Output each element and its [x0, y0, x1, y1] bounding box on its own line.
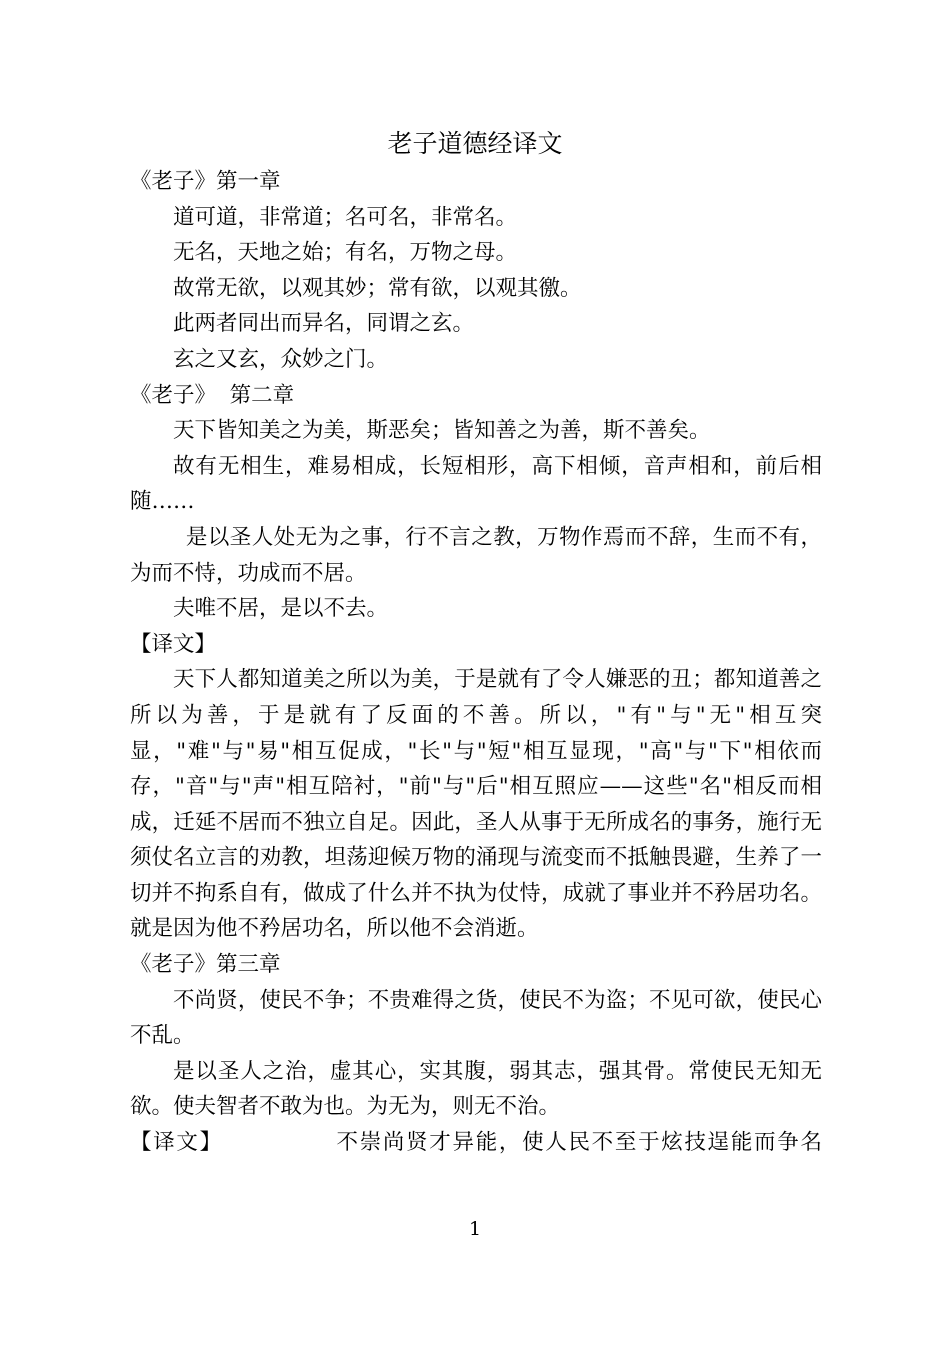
chapter-1-line: 道可道，非常道；名可名，非常名。	[173, 204, 518, 230]
chapter-3-line: 是以圣人之治，虚其心，实其腹，弱其志，强其骨。常使民无知无欲。使夫智者不敢为也。为无为，则无不治。	[130, 1058, 822, 1120]
chapter-1-line: 无名，天地之始；有名，万物之母。	[173, 240, 518, 266]
chapter-1-line: 此两者同出而异名，同谓之玄。	[173, 311, 475, 337]
chapter-3-translation-start: 不崇尚贤才异能，使人民不至于炫技逞能而争名	[334, 1130, 822, 1156]
chapter-3-heading: 《老子》第三章	[130, 952, 281, 978]
chapter-1-line: 故常无欲，以观其妙；常有欲，以观其徼。	[173, 275, 582, 301]
chapter-3-line: 不尚贤，使民不争；不贵难得之货，使民不为盗；不见可欲，使民心不乱。	[130, 987, 822, 1049]
chapter-2-line: 故有无相生，难易相成，长短相形，高下相倾，音声相和，前后相随……	[130, 453, 822, 515]
chapter-2-line: 天下皆知美之为美，斯恶矣；皆知善之为善，斯不善矣。	[173, 418, 711, 444]
chapter-2-heading: 《老子》 第二章	[130, 382, 295, 408]
chapter-1-heading: 《老子》第一章	[130, 169, 281, 194]
document-body	[130, 164, 822, 1161]
chapter-3-translation-row	[130, 1125, 822, 1161]
chapter-2-line: 是以圣人处无为之事，行不言之教，万物作焉而不辞，生而不有，为而不恃，功成而不居。	[130, 524, 822, 586]
chapter-3-translation-label: 【译文】	[130, 1130, 223, 1156]
chapter-2-translation-label: 【译文】	[130, 631, 217, 657]
chapter-1-line: 玄之又玄，众妙之门。	[173, 346, 389, 372]
document-title: 老子道德经译文	[387, 129, 563, 158]
chapter-2-translation: 天下人都知道美之所以为美，于是就有了令人嫌恶的丑；都知道善之所以为善，于是就有了反面的不善。所以，"有"与"无"相互突显，"难"与"易"相互促成，"长"与"短"相互显现，"高"与"下"相依而存，"音"与"声"相互陪衬，"前"与"后"相互照应——这些"名"相反而相成，迁延不居而不独立自足。因此，圣人从事于无所成名的事务，施行无须仗名立言的劝教，坦荡迎候万物的涌现与流变而不抵触畏避，生养了一切并不拘系自有，做成了什么并不执为仗恃，成就了事业并不矜居功名。就是因为他不矜居功名，所以他不会消逝。	[130, 667, 822, 942]
chapter-2-line: 夫唯不居，是以不去。	[173, 596, 389, 622]
page-number: 1	[468, 1218, 482, 1240]
